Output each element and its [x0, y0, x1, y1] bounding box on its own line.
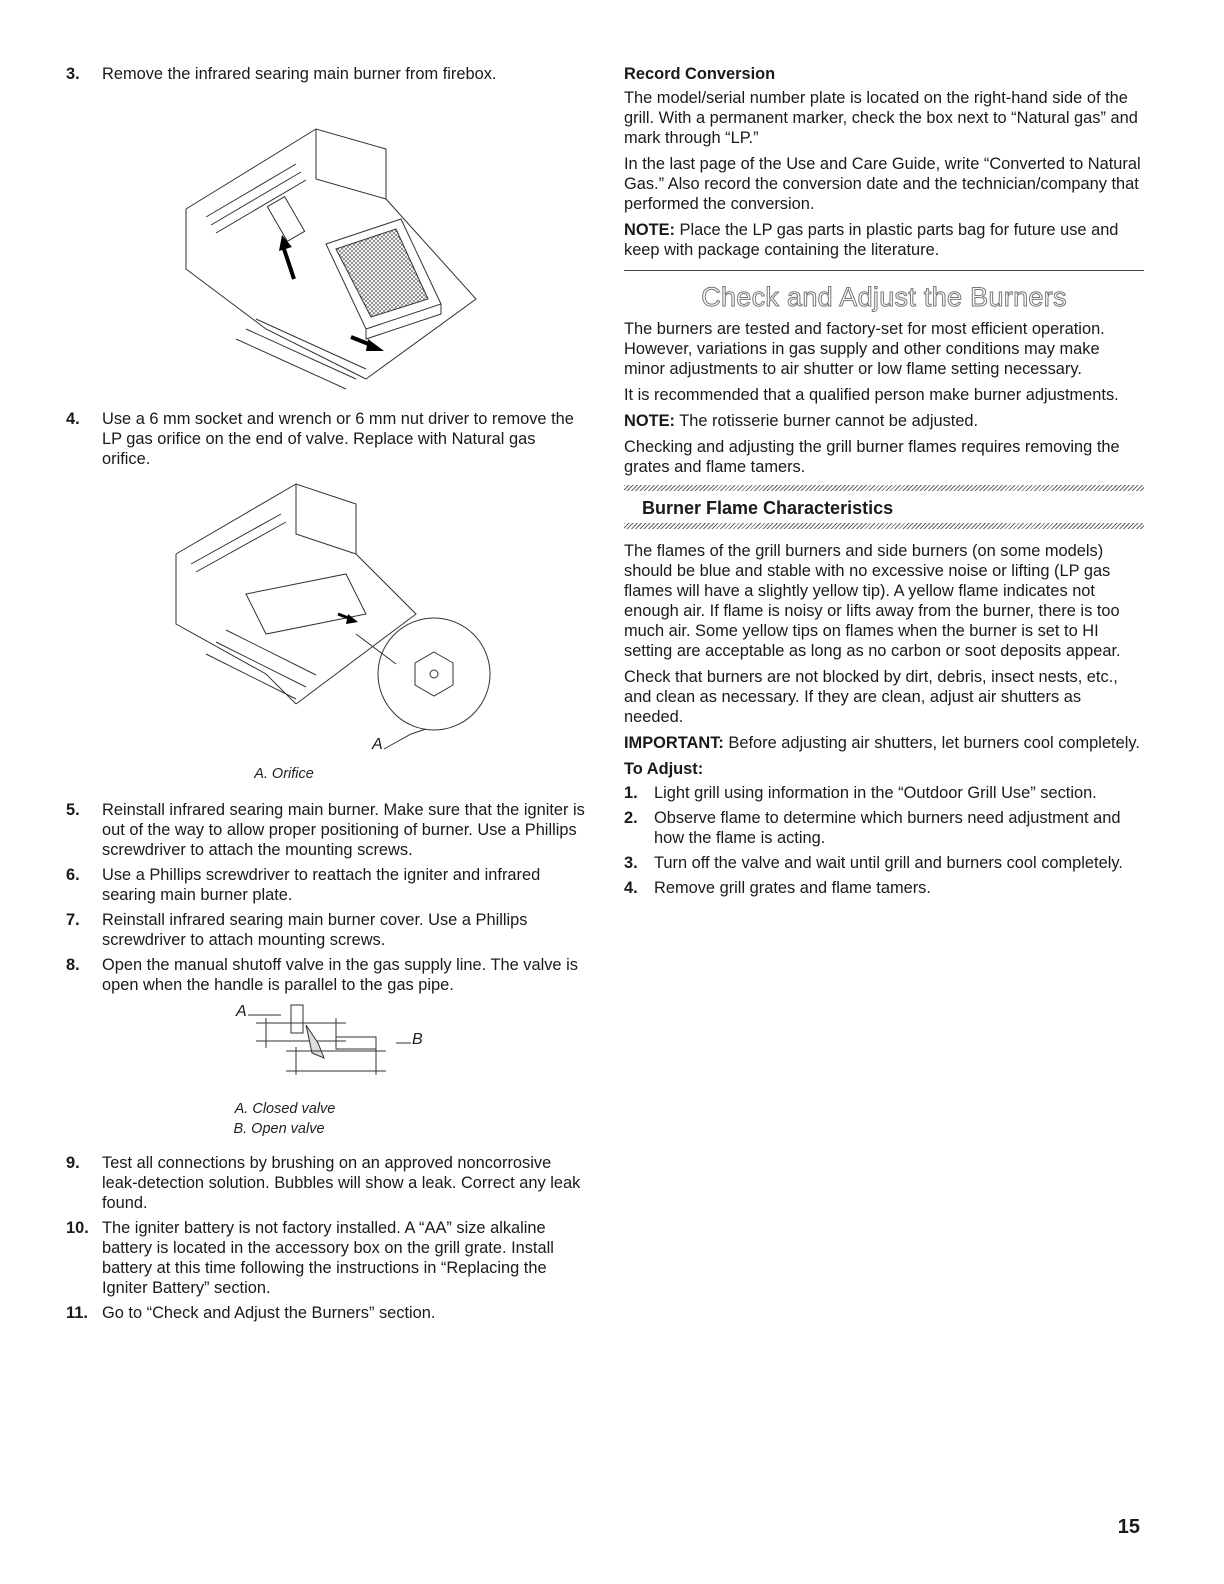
section-divider — [624, 270, 1144, 271]
step-number: 1. — [624, 784, 638, 802]
step-text: Remove the infrared searing main burner from firebox. — [102, 65, 497, 83]
figure-remove-burner — [66, 89, 588, 409]
step-text: Observe flame to determine which burners need adjustment and how the flame is acting. — [654, 809, 1121, 847]
step-text: Reinstall infrared searing main burner cover. Use a Phillips screwdriver to attach mounting screws. — [102, 911, 528, 949]
important-text: Before adjusting air shutters, let burners cool completely. — [723, 734, 1140, 752]
step-8 — [66, 955, 588, 995]
valve-label-b: B — [412, 1031, 423, 1048]
step-number: 3. — [624, 854, 638, 872]
step-text: Turn off the valve and wait until grill and burners cool completely. — [654, 854, 1123, 872]
valve-illustration — [66, 1003, 588, 1095]
note-lp-parts — [624, 220, 1144, 260]
valve-caption-b: B. Open valve — [233, 1121, 325, 1137]
step-text: Reinstall infrared searing main burner. Make sure that the igniter is out of the way to allow proper positioning of burner. Use a Phillips screwdriver to attach the mounting screws. — [102, 801, 585, 859]
step-text: Use a 6 mm socket and wrench or 6 mm nut driver to remove the LP gas orifice on the end of valve. Replace with Natural gas orifice. — [102, 410, 574, 468]
adjust-step-2 — [624, 808, 1144, 848]
to-adjust-heading: To Adjust: — [624, 760, 704, 778]
valve-label-a: A — [236, 1003, 247, 1020]
step-11 — [66, 1303, 588, 1323]
step-text: Light grill using information in the “Outdoor Grill Use” section. — [654, 784, 1097, 802]
step-text: Use a Phillips screwdriver to reattach the igniter and infrared searing main burner plate. — [102, 866, 541, 904]
step-text: Remove grill grates and flame tamers. — [654, 879, 931, 897]
figure-label-a: A — [372, 736, 383, 753]
note-text: Place the LP gas parts in plastic parts bag for future use and keep with package containing the literature. — [624, 221, 1119, 259]
note-label: NOTE: — [624, 412, 675, 430]
figure-caption: A. Orifice — [254, 766, 314, 782]
step-text: Go to “Check and Adjust the Burners” section. — [102, 1304, 436, 1322]
step-number: 5. — [66, 801, 80, 819]
right-column — [624, 64, 1144, 903]
check-paragraph-1: The burners are tested and factory-set for most efficient operation. However, variations in gas supply and other conditions may make minor adjustments to air shutter or low flame setting necessary. — [624, 320, 1105, 378]
record-paragraph-2: In the last page of the Use and Care Guide, write “Converted to Natural Gas.” Also record the conversion date and the technician/company that performed the conversion. — [624, 155, 1141, 213]
check-paragraph-3: Checking and adjusting the grill burner flames requires removing the grates and flame tamers. — [624, 438, 1120, 476]
step-number: 3. — [66, 65, 80, 83]
flame-paragraph-1: The flames of the grill burners and side burners (on some models) should be blue and stable with no excessive noise or lifting (LP gas flames will have a slightly yellow tip). A yellow flame indicates not enough air. If flame is noisy or lifts away from the burner, there is too much air. Some yellow tips on flames when the burner is set to HI setting are acceptable as long as no carbon or soot deposits appear. — [624, 542, 1121, 660]
step-number: 2. — [624, 809, 638, 827]
step-text: Test all connections by brushing on an approved noncorrosive leak-detection solution. Bubbles will show a leak. Correct any leak found. — [102, 1154, 581, 1212]
record-conversion-heading: Record Conversion — [624, 65, 776, 83]
subheading-band-bottom — [624, 523, 1144, 529]
step-7 — [66, 910, 588, 950]
left-column — [66, 64, 588, 1328]
burner-removal-illustration — [66, 89, 588, 407]
record-paragraph-1: The model/serial number plate is located on the right-hand side of the grill. With a permanent marker, check the box next to “Natural gas” and mark through “LP.” — [624, 89, 1138, 147]
step-4 — [66, 409, 588, 469]
page-number: 15 — [1117, 1516, 1140, 1538]
adjust-step-3 — [624, 853, 1144, 873]
figure-valve — [66, 1003, 588, 1153]
step-number: 4. — [66, 410, 80, 428]
step-text: The igniter battery is not factory installed. A “AA” size alkaline battery is located in the accessory box on the grill grate. Install battery at this time following the instructions in “Replacing the Igniter Battery” section. — [102, 1219, 554, 1297]
step-number: 10. — [66, 1219, 89, 1237]
adjust-step-4 — [624, 878, 1144, 898]
step-number: 11. — [66, 1304, 88, 1322]
step-5 — [66, 800, 588, 860]
section-heading: Check and Adjust the Burners — [701, 282, 1067, 312]
important-note — [624, 733, 1144, 753]
figure-orifice — [66, 474, 588, 784]
step-text: Open the manual shutoff valve in the gas supply line. The valve is open when the handle is parallel to the gas pipe. — [102, 956, 578, 994]
step-6 — [66, 865, 588, 905]
step-number: 7. — [66, 911, 80, 929]
flame-paragraph-2: Check that burners are not blocked by dirt, debris, insect nests, etc., and clean as necessary. If they are clean, adjust air shutters as needed. — [624, 668, 1118, 726]
step-number: 9. — [66, 1154, 80, 1172]
step-number: 4. — [624, 879, 638, 897]
orifice-illustration — [66, 474, 588, 764]
step-9 — [66, 1153, 588, 1213]
adjust-step-1 — [624, 783, 1144, 803]
step-number: 8. — [66, 956, 80, 974]
check-paragraph-2: It is recommended that a qualified person make burner adjustments. — [624, 386, 1119, 404]
important-label: IMPORTANT: — [624, 734, 724, 752]
step-number: 6. — [66, 866, 80, 884]
note-rotisserie — [624, 411, 1144, 431]
burner-flame-heading: Burner Flame Characteristics — [642, 498, 894, 518]
note-text: The rotisserie burner cannot be adjusted. — [675, 412, 979, 430]
note-label: NOTE: — [624, 221, 675, 239]
step-3 — [66, 64, 588, 84]
step-10 — [66, 1218, 588, 1298]
valve-caption-a: A. Closed valve — [234, 1101, 336, 1117]
